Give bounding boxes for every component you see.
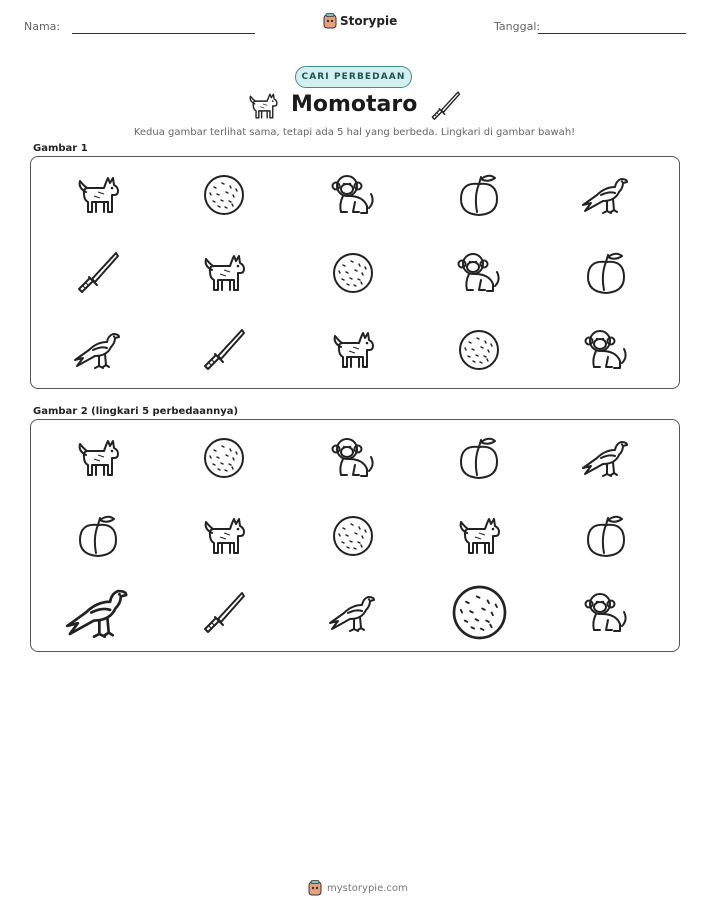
- pheasant-icon: [328, 591, 378, 635]
- title-sword-icon: [428, 90, 462, 122]
- picture1-monkey-icon: [449, 245, 509, 301]
- picture1-pheasant-icon: [576, 167, 636, 223]
- picture2-dumpling-icon[interactable]: [323, 508, 383, 564]
- peach-icon: [457, 435, 501, 481]
- dumpling-icon: [202, 173, 246, 217]
- date-label: Tanggal:: [494, 20, 541, 33]
- picture2-label: Gambar 2 (lingkari 5 perbedaannya): [33, 406, 239, 417]
- picture1-dog-icon: [323, 322, 383, 378]
- picture2-dog-icon[interactable]: [449, 508, 509, 564]
- dog-icon: [200, 513, 248, 559]
- picture1-panel: [30, 156, 680, 389]
- dog-icon: [74, 435, 122, 481]
- picture2-dog-icon[interactable]: [194, 508, 254, 564]
- picture1-sword-icon: [194, 322, 254, 378]
- dumpling-icon: [202, 436, 246, 480]
- picture1-label: Gambar 1: [33, 143, 88, 154]
- picture2-dumpling-icon[interactable]: [194, 430, 254, 486]
- dog-icon: [74, 172, 122, 218]
- monkey-icon: [329, 172, 377, 218]
- picture2-peach-icon[interactable]: [68, 508, 128, 564]
- picture2-monkey-icon[interactable]: [576, 585, 636, 641]
- pheasant-icon: [581, 173, 631, 217]
- picture2-pheasant-icon[interactable]: [323, 585, 383, 641]
- dumpling-icon: [331, 514, 375, 558]
- picture2-pheasant-icon[interactable]: [68, 577, 128, 647]
- picture1-sword-icon: [68, 245, 128, 301]
- sword-icon: [202, 590, 246, 636]
- activity-badge: CARI PERBEDAAN: [295, 66, 412, 88]
- picture1-dog-icon: [194, 245, 254, 301]
- sword-icon: [76, 250, 120, 296]
- sword-icon: [202, 327, 246, 373]
- peach-icon: [457, 172, 501, 218]
- picture2-peach-icon[interactable]: [449, 430, 509, 486]
- footer: [308, 880, 408, 896]
- monkey-icon: [455, 250, 503, 296]
- picture1-peach-icon: [449, 167, 509, 223]
- dog-icon: [329, 327, 377, 373]
- dumpling-icon: [450, 583, 509, 642]
- picture2-panel[interactable]: [30, 419, 680, 652]
- picture1-monkey-icon: [323, 167, 383, 223]
- picture1-dumpling-icon: [194, 167, 254, 223]
- dumpling-icon: [331, 251, 375, 295]
- pheasant-icon: [581, 436, 631, 480]
- monkey-icon: [582, 327, 630, 373]
- date-field[interactable]: [538, 33, 686, 34]
- instructions: Kedua gambar terlihat sama, tetapi ada 5 hal yang berbeda. Lingkari di gambar bawah!: [133, 127, 576, 138]
- name-field[interactable]: [72, 33, 255, 34]
- brand-name: Storypie: [340, 14, 398, 28]
- footer-url[interactable]: mystorypie.com: [327, 882, 408, 894]
- brand-logo: [323, 13, 397, 29]
- peach-icon: [584, 513, 628, 559]
- picture1-peach-icon: [576, 245, 636, 301]
- picture2-dog-icon[interactable]: [68, 430, 128, 486]
- picture1-monkey-icon: [576, 322, 636, 378]
- storypie-logo-icon: [323, 13, 337, 29]
- monkey-icon: [582, 590, 630, 636]
- title-row: [0, 90, 709, 124]
- pheasant-icon: [73, 328, 123, 372]
- dumpling-icon: [457, 328, 501, 372]
- picture1-dumpling-icon: [449, 322, 509, 378]
- monkey-icon: [329, 435, 377, 481]
- picture1-dog-icon: [68, 167, 128, 223]
- storypie-logo-icon: [308, 880, 322, 896]
- picture2-peach-icon[interactable]: [576, 508, 636, 564]
- pheasant-icon: [64, 583, 132, 642]
- picture1-dumpling-icon: [323, 245, 383, 301]
- picture2-dumpling-icon[interactable]: [449, 577, 509, 647]
- name-label: Nama:: [24, 20, 61, 33]
- peach-icon: [584, 250, 628, 296]
- picture2-pheasant-icon[interactable]: [576, 430, 636, 486]
- dog-icon: [200, 250, 248, 296]
- picture2-sword-icon[interactable]: [194, 585, 254, 641]
- title-dog-icon: [246, 90, 280, 122]
- picture1-pheasant-icon: [68, 322, 128, 378]
- picture2-monkey-icon[interactable]: [323, 430, 383, 486]
- peach-icon: [76, 513, 120, 559]
- page-title: Momotaro: [291, 92, 418, 117]
- dog-icon: [455, 513, 503, 559]
